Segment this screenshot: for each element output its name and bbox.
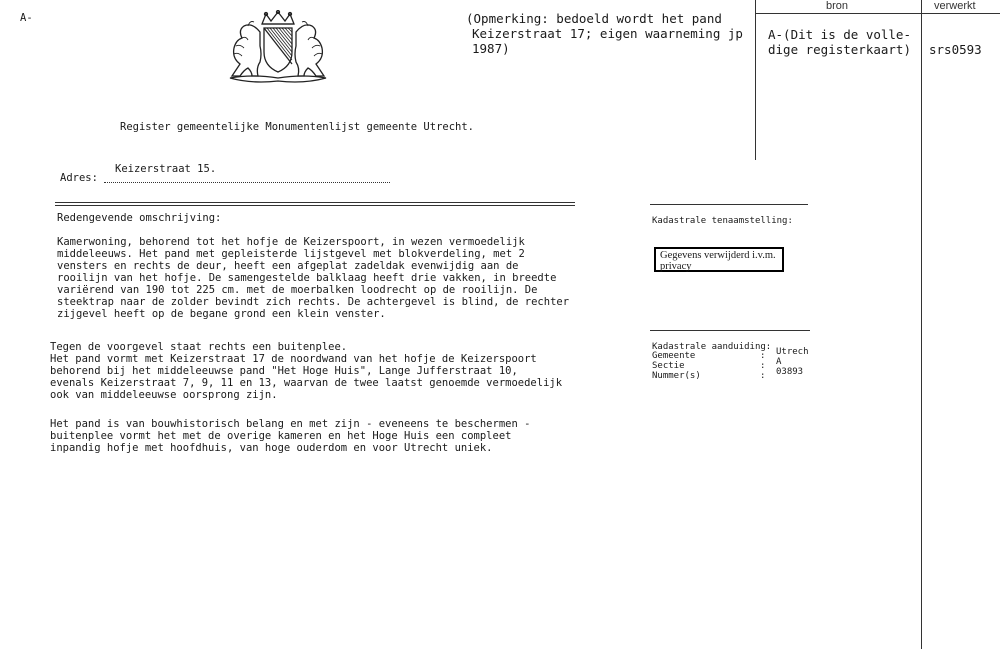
separator-right-top (650, 204, 808, 205)
privacy-redaction-box: Gegevens verwijderd i.v.m. privacy (654, 247, 784, 272)
remark-line-2: Keizerstraat 17; eigen waarneming jp (472, 26, 743, 41)
remark-line-1: (Opmerking: bedoeld wordt het pand (466, 11, 722, 26)
description-line: zijgevel heeft op de begane grond een klein venster. (57, 308, 386, 320)
verwerkt-header: verwerkt (934, 0, 976, 12)
description-line: rooilijn van het hofje. De samengestelde balklaag heeft drie vakken, in breedte (57, 272, 557, 284)
kadastrale-colon: : (760, 351, 766, 361)
description-line: Het pand vormt met Keizerstraat 17 de noordwand van het hofje de Keizerspoort (50, 353, 537, 365)
kadastrale-colon: : (760, 361, 766, 371)
separator-top-double (55, 205, 575, 206)
kadastrale-aanduiding-label: Kadastrale aanduiding: (652, 342, 772, 352)
address-value: Keizerstraat 15. (115, 163, 217, 175)
description-line: Kamerwoning, behorend tot het hofje de Keizerspoort, in wezen vermoedelijk (57, 236, 525, 248)
column-divider-right (921, 0, 922, 649)
kadastrale-key: Gemeente (652, 351, 696, 361)
description-line: variërend van 190 tot 225 cm. met de moerbalken loodrecht op de rooilijn. De (57, 284, 538, 296)
kadastrale-row-nummer (652, 367, 809, 381)
description-line: ook van middeleeuwse oorsprong zijn. (50, 389, 278, 401)
corner-mark: A- (20, 12, 33, 24)
description-paragraph-2 (50, 341, 562, 401)
verwerkt-value: srs0593 (929, 42, 982, 57)
register-title: Register gemeentelijke Monumentenlijst gemeente Utrecht. (120, 121, 475, 133)
bron-value-line-1: A-(Dit is de volle- (768, 27, 911, 42)
description-line: Het pand is van bouwhistorisch belang en met zijn - eveneens te beschermen - (50, 418, 531, 430)
description-line: steektrap naar de zolder bevindt zich rechts. De achtergevel is blind, de rechter (57, 296, 570, 308)
bron-header: bron (826, 0, 849, 12)
separator-right-mid (650, 330, 810, 331)
description-line: inpandig hofje met hoofdhuis, van hoge ouderdom en voor Utrecht uniek. (50, 442, 493, 454)
kadastrale-value: Utrech (776, 347, 809, 357)
description-line: behorend bij het middeleeuwse pand "Het Hoge Huis", Lange Jufferstraat 10, (50, 365, 518, 377)
description-line: Tegen de voorgevel staat rechts een buitenplee. (50, 341, 348, 353)
kadastrale-value: 03893 (776, 367, 804, 377)
description-line: evenals Keizerstraat 7, 9, 11 en 13, waarvan de twee laatst genoemde vermoedelijk (50, 377, 563, 389)
description-paragraph-3 (50, 418, 530, 454)
address-label: Adres: (60, 172, 98, 184)
bron-value-line-2: dige registerkaart) (768, 42, 911, 57)
address-dotted-line (104, 182, 390, 183)
column-divider-left (755, 0, 756, 160)
description-heading: Redengevende omschrijving: (57, 212, 222, 224)
header-underline (755, 13, 1000, 14)
description-paragraph-1 (57, 236, 569, 320)
description-line: middeleeuws. Het pand met gepleisterde lijstgevel met blokverdeling, met 2 (57, 248, 525, 260)
description-line: vensters en rechts de deur, heeft een afgeplat zadeldak evenwijdig aan de (57, 260, 519, 272)
description-line: buitenplee vormt het met de overige kameren en het Hoge Huis een compleet (50, 430, 512, 442)
remark-line-3: 1987) (472, 41, 510, 56)
kadastrale-key: Nummer(s) (652, 371, 701, 381)
kadastrale-tenaamstelling-label: Kadastrale tenaamstelling: (652, 216, 793, 226)
kadastrale-key: Sectie (652, 361, 685, 371)
kadastrale-value: A (776, 357, 782, 367)
separator-top (55, 202, 575, 203)
kadastrale-colon: : (760, 371, 766, 381)
utrecht-coat-of-arms-icon (222, 10, 334, 85)
